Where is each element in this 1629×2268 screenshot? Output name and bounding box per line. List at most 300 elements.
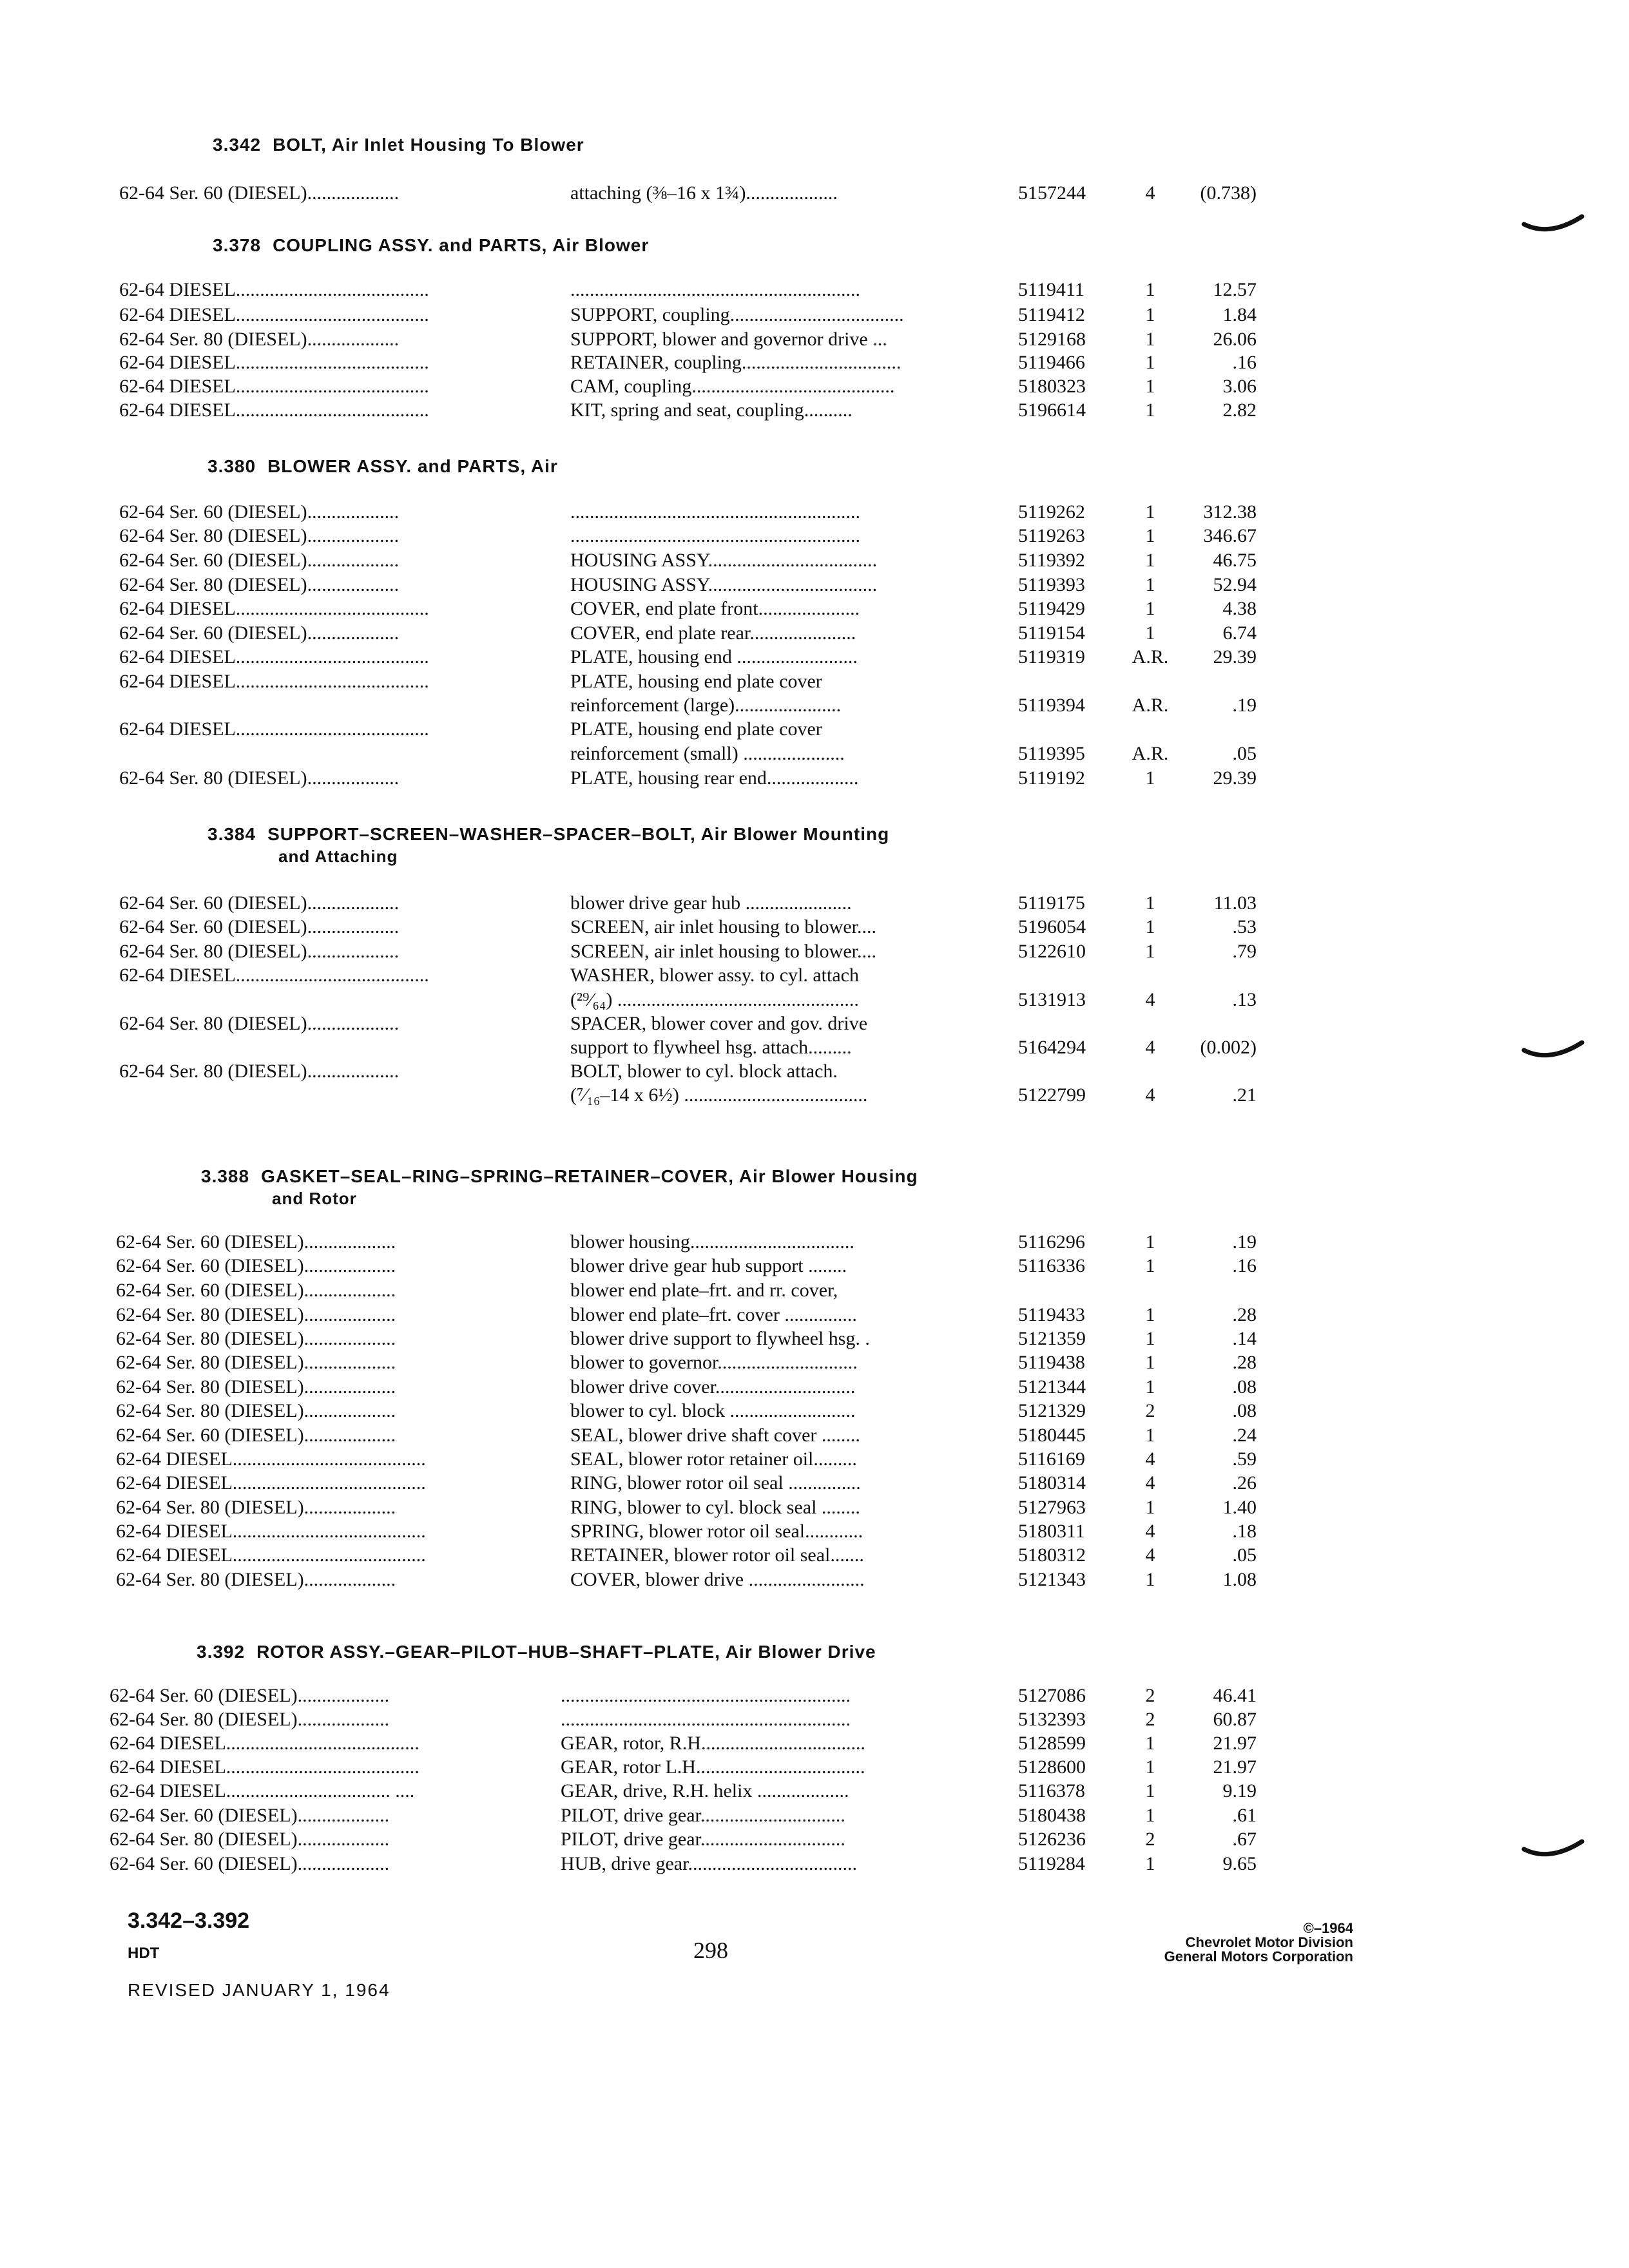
- description-cell: blower drive support to flywheel hsg. .: [570, 1328, 870, 1349]
- price-cell: (0.002): [1200, 1037, 1257, 1058]
- price-cell: 46.41: [1213, 1685, 1257, 1706]
- price-cell: .26: [1232, 1472, 1257, 1494]
- description-cell: HOUSING ASSY...................................: [570, 550, 878, 571]
- quantity-cell: 1: [1145, 352, 1155, 373]
- description-cell: HUB, drive gear...................................: [561, 1853, 857, 1874]
- price-cell: .16: [1232, 1255, 1257, 1276]
- part-number-cell: 5128600: [1018, 1756, 1086, 1778]
- price-cell: .08: [1232, 1376, 1257, 1398]
- price-cell: .53: [1232, 916, 1257, 937]
- description-cell: SEAL, blower rotor retainer oil.........: [570, 1448, 857, 1470]
- description-cell: blower housing..................................: [570, 1231, 854, 1253]
- part-number-cell: 5196614: [1018, 399, 1086, 421]
- model-cell: 62-64 DIESEL........................................: [119, 646, 429, 668]
- description-cell: COVER, blower drive ........................: [570, 1569, 865, 1590]
- quantity-cell: 1: [1145, 1497, 1155, 1518]
- description-cell: PLATE, housing end plate cover: [570, 718, 822, 740]
- quantity-cell: 1: [1145, 1733, 1155, 1754]
- price-cell: .67: [1232, 1829, 1257, 1850]
- parts-row: [0, 1424, 1629, 1447]
- parts-row: [0, 328, 1629, 351]
- part-number-cell: 5164294: [1018, 1037, 1086, 1058]
- part-number-cell: 5119284: [1018, 1853, 1085, 1874]
- quantity-cell: 1: [1145, 525, 1155, 546]
- model-cell: 62-64 DIESEL........................................: [119, 279, 429, 300]
- description-cell: GEAR, rotor, R.H..................................: [561, 1733, 865, 1754]
- parts-row: [0, 351, 1629, 374]
- model-cell: 62-64 Ser. 80 (DIESEL)...................: [116, 1400, 396, 1421]
- model-cell: 62-64 Ser. 60 (DIESEL)...................: [119, 916, 400, 937]
- description-cell: blower to cyl. block ..........................: [570, 1400, 856, 1421]
- price-cell: .19: [1232, 695, 1257, 716]
- quantity-cell: 1: [1145, 767, 1155, 789]
- description-cell: COVER, end plate front.....................: [570, 598, 860, 619]
- quantity-cell: 4: [1145, 989, 1155, 1010]
- part-number-cell: 5119392: [1018, 550, 1085, 571]
- price-cell: 29.39: [1213, 767, 1257, 789]
- price-cell: .28: [1232, 1352, 1257, 1373]
- parts-row: [0, 549, 1629, 572]
- price-cell: 1.40: [1222, 1497, 1257, 1518]
- model-cell: 62-64 Ser. 60 (DIESEL)...................: [119, 622, 400, 644]
- quantity-cell: 4: [1145, 1037, 1155, 1058]
- price-cell: .05: [1232, 743, 1257, 764]
- parts-row: [0, 1804, 1629, 1827]
- part-number-cell: 5119466: [1018, 352, 1085, 373]
- price-cell: 21.97: [1213, 1733, 1257, 1754]
- description-cell: SPACER, blower cover and gov. drive: [570, 1013, 868, 1034]
- description-cell: ............................................................: [561, 1685, 851, 1706]
- model-cell: 62-64 Ser. 60 (DIESEL)...................: [116, 1255, 396, 1276]
- price-cell: .59: [1232, 1448, 1257, 1470]
- price-cell: .05: [1232, 1544, 1257, 1566]
- model-cell: 62-64 DIESEL........................................: [116, 1521, 426, 1542]
- price-cell: 9.19: [1222, 1780, 1257, 1802]
- parts-row: [0, 1780, 1629, 1803]
- part-number-cell: 5121329: [1018, 1400, 1086, 1421]
- parts-row: [0, 1376, 1629, 1399]
- parts-row: [0, 1060, 1629, 1083]
- model-cell: 62-64 Ser. 80 (DIESEL)...................: [119, 941, 400, 962]
- quantity-cell: A.R.: [1132, 646, 1169, 668]
- quantity-cell: 1: [1145, 329, 1155, 350]
- model-cell: 62-64 Ser. 60 (DIESEL)...................: [116, 1425, 396, 1446]
- description-cell: ............................................................: [570, 279, 860, 300]
- price-cell: 2.82: [1222, 399, 1257, 421]
- quantity-cell: 4: [1145, 1521, 1155, 1542]
- parts-row: [0, 694, 1629, 717]
- description-cell: RING, blower to cyl. block seal ........: [570, 1497, 860, 1518]
- parts-row: [0, 278, 1629, 302]
- description-cell: blower to governor.............................: [570, 1352, 858, 1373]
- part-number-cell: 5119263: [1018, 525, 1085, 546]
- parts-row: [0, 1399, 1629, 1423]
- part-number-cell: 5119412: [1018, 304, 1085, 325]
- part-number-cell: 5127086: [1018, 1685, 1086, 1706]
- model-cell: 62-64 Ser. 60 (DIESEL)...................: [116, 1231, 396, 1253]
- price-cell: .13: [1232, 989, 1257, 1010]
- parts-row: [0, 1732, 1629, 1755]
- section-title: GASKET–SEAL–RING–SPRING–RETAINER–COVER, Air Blower Housing: [261, 1166, 918, 1186]
- description-cell: ............................................................: [570, 525, 860, 546]
- parts-row: [0, 1327, 1629, 1350]
- parts-row: [0, 1303, 1629, 1327]
- description-cell: PILOT, drive gear..............................: [561, 1805, 845, 1826]
- section-subtitle: and Attaching: [278, 847, 398, 866]
- parts-row: [0, 182, 1629, 205]
- parts-row: [0, 501, 1629, 524]
- scan-mark: [1521, 1830, 1592, 1869]
- model-cell: 62-64 Ser. 80 (DIESEL)...................: [119, 1013, 400, 1034]
- price-cell: 6.74: [1222, 622, 1257, 644]
- part-number-cell: 5122610: [1018, 941, 1086, 962]
- part-number-cell: 5119393: [1018, 574, 1085, 595]
- description-cell: PILOT, drive gear..............................: [561, 1829, 845, 1850]
- price-cell: 1.84: [1222, 304, 1257, 325]
- quantity-cell: 1: [1145, 1780, 1155, 1802]
- description-cell: GEAR, drive, R.H. helix ...................: [561, 1780, 849, 1802]
- description-cell: SCREEN, air inlet housing to blower....: [570, 941, 876, 962]
- quantity-cell: 1: [1145, 574, 1155, 595]
- part-number-cell: 5180445: [1018, 1425, 1086, 1446]
- parts-row: [0, 1231, 1629, 1254]
- section-title: COUPLING ASSY. and PARTS, Air Blower: [273, 235, 650, 255]
- section-title: BOLT, Air Inlet Housing To Blower: [273, 135, 584, 155]
- price-cell: 9.65: [1222, 1853, 1257, 1874]
- model-cell: 62-64 Ser. 80 (DIESEL)...................: [119, 1061, 400, 1082]
- part-number-cell: 5127963: [1018, 1497, 1086, 1518]
- model-cell: 62-64 DIESEL.................................. ....: [110, 1780, 415, 1802]
- quantity-cell: 4: [1145, 1448, 1155, 1470]
- price-cell: 1.08: [1222, 1569, 1257, 1590]
- section-heading: [207, 456, 558, 477]
- description-cell: (⁷⁄₁₆–14 x 6½) ......................................: [570, 1084, 868, 1106]
- description-cell: RETAINER, coupling.................................: [570, 352, 901, 373]
- description-cell: attaching (⅜–16 x 1¾)...................: [570, 182, 838, 204]
- description-cell: SCREEN, air inlet housing to blower....: [570, 916, 876, 937]
- parts-row: [0, 1756, 1629, 1779]
- part-number-cell: 5116336: [1018, 1255, 1085, 1276]
- part-number-cell: 5119192: [1018, 767, 1085, 789]
- quantity-cell: 1: [1145, 550, 1155, 571]
- part-number-cell: 5122799: [1018, 1084, 1086, 1106]
- parts-row: [0, 988, 1629, 1012]
- price-cell: .14: [1232, 1328, 1257, 1349]
- part-number-cell: 5119411: [1018, 279, 1084, 300]
- model-cell: 62-64 Ser. 60 (DIESEL)...................: [119, 550, 400, 571]
- part-number-cell: 5116296: [1018, 1231, 1085, 1253]
- parts-row: [0, 597, 1629, 620]
- price-cell: .21: [1232, 1084, 1257, 1106]
- parts-row: [0, 622, 1629, 645]
- model-cell: 62-64 DIESEL........................................: [110, 1756, 419, 1778]
- price-cell: 11.03: [1213, 892, 1257, 914]
- part-number-cell: 5129168: [1018, 329, 1086, 350]
- parts-row: [0, 1036, 1629, 1059]
- description-cell: ............................................................: [570, 501, 860, 523]
- model-cell: 62-64 DIESEL........................................: [119, 304, 429, 325]
- part-number-cell: 5121343: [1018, 1569, 1086, 1590]
- parts-row: [0, 1568, 1629, 1591]
- model-cell: 62-64 Ser. 80 (DIESEL)...................: [119, 767, 400, 789]
- model-cell: 62-64 Ser. 60 (DIESEL)...................: [110, 1853, 390, 1874]
- parts-row: [0, 524, 1629, 548]
- parts-row: [0, 646, 1629, 669]
- part-number-cell: 5119262: [1018, 501, 1085, 523]
- price-cell: 52.94: [1213, 574, 1257, 595]
- quantity-cell: A.R.: [1132, 695, 1169, 716]
- part-number-cell: 5119154: [1018, 622, 1085, 644]
- model-cell: 62-64 Ser. 60 (DIESEL)...................: [116, 1280, 396, 1301]
- description-cell: ............................................................: [561, 1709, 851, 1730]
- quantity-cell: 1: [1145, 304, 1155, 325]
- description-cell: SEAL, blower drive shaft cover ........: [570, 1425, 860, 1446]
- price-cell: .08: [1232, 1400, 1257, 1421]
- model-cell: 62-64 DIESEL........................................: [116, 1472, 426, 1494]
- model-cell: 62-64 DIESEL........................................: [119, 352, 429, 373]
- parts-row: [0, 303, 1629, 327]
- section-heading: [213, 235, 649, 256]
- quantity-cell: 2: [1145, 1709, 1155, 1730]
- parts-row: [0, 399, 1629, 422]
- model-cell: 62-64 Ser. 80 (DIESEL)...................: [119, 574, 400, 595]
- section-title: ROTOR ASSY.–GEAR–PILOT–HUB–SHAFT–PLATE, Air Blower Drive: [256, 1642, 876, 1662]
- corporation-name: General Motors Corporation: [1164, 1948, 1353, 1965]
- part-number-cell: 5116169: [1018, 1448, 1085, 1470]
- description-cell: BOLT, blower to cyl. block attach.: [570, 1061, 838, 1082]
- part-number-cell: 5126236: [1018, 1829, 1086, 1850]
- section-number: 3.388: [201, 1166, 250, 1186]
- parts-row: [0, 1472, 1629, 1495]
- quantity-cell: 1: [1145, 501, 1155, 523]
- parts-row: [0, 916, 1629, 939]
- parts-row: [0, 1254, 1629, 1278]
- quantity-cell: 1: [1145, 1328, 1155, 1349]
- section-number: 3.384: [207, 824, 256, 844]
- description-cell: blower end plate–frt. cover ...............: [570, 1304, 857, 1325]
- parts-row: [0, 940, 1629, 963]
- description-cell: blower end plate–frt. and rr. cover,: [570, 1280, 838, 1301]
- part-number-cell: 5121359: [1018, 1328, 1086, 1349]
- model-cell: 62-64 DIESEL........................................: [119, 965, 429, 986]
- description-cell: CAM, coupling..........................................: [570, 376, 895, 397]
- price-cell: .18: [1232, 1521, 1257, 1542]
- price-cell: .61: [1232, 1805, 1257, 1826]
- price-cell: .79: [1232, 941, 1257, 962]
- copyright: ©–1964: [1303, 1920, 1353, 1936]
- price-cell: 12.57: [1213, 279, 1257, 300]
- part-number-cell: 5180314: [1018, 1472, 1086, 1494]
- quantity-cell: 1: [1145, 1304, 1155, 1325]
- parts-row: [0, 1448, 1629, 1471]
- price-cell: 60.87: [1213, 1709, 1257, 1730]
- model-cell: 62-64 Ser. 60 (DIESEL)...................: [119, 501, 400, 523]
- price-cell: 46.75: [1213, 550, 1257, 571]
- parts-row: [0, 1684, 1629, 1707]
- description-cell: SUPPORT, blower and governor drive ...: [570, 329, 887, 350]
- quantity-cell: 1: [1145, 1569, 1155, 1590]
- model-cell: 62-64 DIESEL........................................: [116, 1448, 426, 1470]
- quantity-cell: 1: [1145, 376, 1155, 397]
- description-cell: blower drive gear hub support ........: [570, 1255, 847, 1276]
- model-cell: 62-64 Ser. 80 (DIESEL)...................: [116, 1569, 396, 1590]
- quantity-cell: 1: [1145, 941, 1155, 962]
- part-number-cell: 5119175: [1018, 892, 1085, 914]
- part-number-cell: 5119395: [1018, 743, 1085, 764]
- parts-row: [0, 892, 1629, 915]
- description-cell: reinforcement (large)......................: [570, 695, 842, 716]
- description-cell: COVER, end plate rear......................: [570, 622, 856, 644]
- section-title: BLOWER ASSY. and PARTS, Air: [267, 456, 558, 476]
- model-cell: 62-64 Ser. 80 (DIESEL)...................: [110, 1709, 390, 1730]
- division-name: Chevrolet Motor Division: [1185, 1934, 1353, 1950]
- section-number: 3.392: [197, 1642, 246, 1662]
- part-number-cell: 5157244: [1018, 182, 1086, 204]
- quantity-cell: 1: [1145, 1756, 1155, 1778]
- price-cell: 26.06: [1213, 329, 1257, 350]
- price-cell: 3.06: [1222, 376, 1257, 397]
- parts-row: [0, 375, 1629, 398]
- description-cell: reinforcement (small) .....................: [570, 743, 845, 764]
- description-cell: HOUSING ASSY...................................: [570, 574, 878, 595]
- quantity-cell: 2: [1145, 1829, 1155, 1850]
- model-cell: 62-64 Ser. 80 (DIESEL)...................: [119, 525, 400, 546]
- parts-row: [0, 1012, 1629, 1035]
- description-cell: blower drive gear hub ......................: [570, 892, 852, 914]
- description-cell: KIT, spring and seat, coupling..........: [570, 399, 853, 421]
- quantity-cell: 1: [1145, 916, 1155, 937]
- section-number: 3.342: [213, 135, 262, 155]
- parts-row: [0, 1520, 1629, 1543]
- quantity-cell: 1: [1145, 399, 1155, 421]
- model-cell: 62-64 DIESEL........................................: [119, 671, 429, 692]
- model-cell: 62-64 DIESEL........................................: [119, 718, 429, 740]
- description-cell: SUPPORT, coupling....................................: [570, 304, 904, 325]
- model-cell: 62-64 Ser. 60 (DIESEL)...................: [119, 892, 400, 914]
- description-cell: SPRING, blower rotor oil seal............: [570, 1521, 863, 1542]
- description-cell: blower drive cover.............................: [570, 1376, 856, 1398]
- model-cell: 62-64 Ser. 60 (DIESEL)...................: [110, 1685, 390, 1706]
- model-cell: 62-64 Ser. 80 (DIESEL)...................: [116, 1328, 396, 1349]
- parts-row: [0, 573, 1629, 597]
- model-cell: 62-64 DIESEL........................................: [119, 376, 429, 397]
- section-number: 3.378: [213, 235, 262, 255]
- quantity-cell: 1: [1145, 1352, 1155, 1373]
- part-number-cell: 5180312: [1018, 1544, 1086, 1566]
- footer-revised: REVISED JANUARY 1, 1964: [128, 1980, 390, 2000]
- model-cell: 62-64 DIESEL........................................: [119, 399, 429, 421]
- quantity-cell: 1: [1145, 1853, 1155, 1874]
- parts-row: [0, 1852, 1629, 1876]
- section-heading: [213, 134, 584, 156]
- description-cell: (²⁹⁄₆₄) ..................................................: [570, 989, 859, 1010]
- part-number-cell: 5119394: [1018, 695, 1085, 716]
- quantity-cell: 4: [1145, 1084, 1155, 1106]
- description-cell: RETAINER, blower rotor oil seal.......: [570, 1544, 864, 1566]
- part-number-cell: 5119438: [1018, 1352, 1085, 1373]
- model-cell: 62-64 Ser. 80 (DIESEL)...................: [116, 1352, 396, 1373]
- quantity-cell: 2: [1145, 1685, 1155, 1706]
- price-cell: .16: [1232, 352, 1257, 373]
- price-cell: (0.738): [1200, 182, 1257, 204]
- quantity-cell: 2: [1145, 1400, 1155, 1421]
- quantity-cell: 4: [1145, 182, 1155, 204]
- price-cell: .24: [1232, 1425, 1257, 1446]
- quantity-cell: 1: [1145, 1231, 1155, 1253]
- description-cell: PLATE, housing rear end...................: [570, 767, 859, 789]
- footer-section-range: 3.342–3.392: [128, 1908, 250, 1933]
- quantity-cell: 1: [1145, 279, 1155, 300]
- scan-mark: [1521, 205, 1592, 244]
- footer-code: HDT: [128, 1945, 160, 1962]
- parts-row: [0, 1496, 1629, 1519]
- section-heading: [201, 1166, 918, 1209]
- model-cell: 62-64 DIESEL........................................: [116, 1544, 426, 1566]
- section-number: 3.380: [207, 456, 256, 476]
- quantity-cell: 1: [1145, 1425, 1155, 1446]
- section-subtitle: and Rotor: [272, 1189, 357, 1208]
- parts-row: [0, 1084, 1629, 1107]
- quantity-cell: 1: [1145, 622, 1155, 644]
- price-cell: 21.97: [1213, 1756, 1257, 1778]
- section-title: SUPPORT–SCREEN–WASHER–SPACER–BOLT, Air Blower Mounting: [267, 824, 890, 844]
- part-number-cell: 5180438: [1018, 1805, 1086, 1826]
- price-cell: .19: [1232, 1231, 1257, 1253]
- section-heading: [207, 823, 889, 867]
- model-cell: 62-64 Ser. 80 (DIESEL)...................: [116, 1497, 396, 1518]
- part-number-cell: 5180311: [1018, 1521, 1085, 1542]
- part-number-cell: 5119433: [1018, 1304, 1085, 1325]
- model-cell: 62-64 DIESEL........................................: [119, 598, 429, 619]
- model-cell: 62-64 Ser. 80 (DIESEL)...................: [119, 329, 400, 350]
- price-cell: 29.39: [1213, 646, 1257, 668]
- price-cell: .28: [1232, 1304, 1257, 1325]
- parts-row: [0, 1544, 1629, 1567]
- model-cell: 62-64 Ser. 60 (DIESEL)...................: [110, 1805, 390, 1826]
- quantity-cell: 4: [1145, 1472, 1155, 1494]
- part-number-cell: 5131913: [1018, 989, 1086, 1010]
- quantity-cell: 1: [1145, 1376, 1155, 1398]
- model-cell: 62-64 Ser. 60 (DIESEL)...................: [119, 182, 400, 204]
- part-number-cell: 5196054: [1018, 916, 1086, 937]
- quantity-cell: 1: [1145, 1255, 1155, 1276]
- part-number-cell: 5119319: [1018, 646, 1085, 668]
- part-number-cell: 5121344: [1018, 1376, 1086, 1398]
- quantity-cell: 1: [1145, 892, 1155, 914]
- model-cell: 62-64 DIESEL........................................: [110, 1733, 419, 1754]
- quantity-cell: 4: [1145, 1544, 1155, 1566]
- quantity-cell: 1: [1145, 598, 1155, 619]
- price-cell: 346.67: [1203, 525, 1257, 546]
- parts-row: [0, 1351, 1629, 1374]
- description-cell: WASHER, blower assy. to cyl. attach: [570, 965, 859, 986]
- scan-mark: [1521, 1031, 1592, 1070]
- parts-row: [0, 670, 1629, 693]
- description-cell: GEAR, rotor L.H...................................: [561, 1756, 865, 1778]
- quantity-cell: 1: [1145, 1805, 1155, 1826]
- model-cell: 62-64 Ser. 80 (DIESEL)...................: [116, 1304, 396, 1325]
- part-number-cell: 5119429: [1018, 598, 1085, 619]
- model-cell: 62-64 Ser. 80 (DIESEL)...................: [116, 1376, 396, 1398]
- description-cell: PLATE, housing end plate cover: [570, 671, 822, 692]
- parts-row: [0, 742, 1629, 765]
- part-number-cell: 5180323: [1018, 376, 1086, 397]
- parts-row: [0, 767, 1629, 790]
- parts-row: [0, 1828, 1629, 1851]
- description-cell: support to flywheel hsg. attach.........: [570, 1037, 852, 1058]
- description-cell: PLATE, housing end .........................: [570, 646, 858, 668]
- price-cell: 312.38: [1203, 501, 1257, 523]
